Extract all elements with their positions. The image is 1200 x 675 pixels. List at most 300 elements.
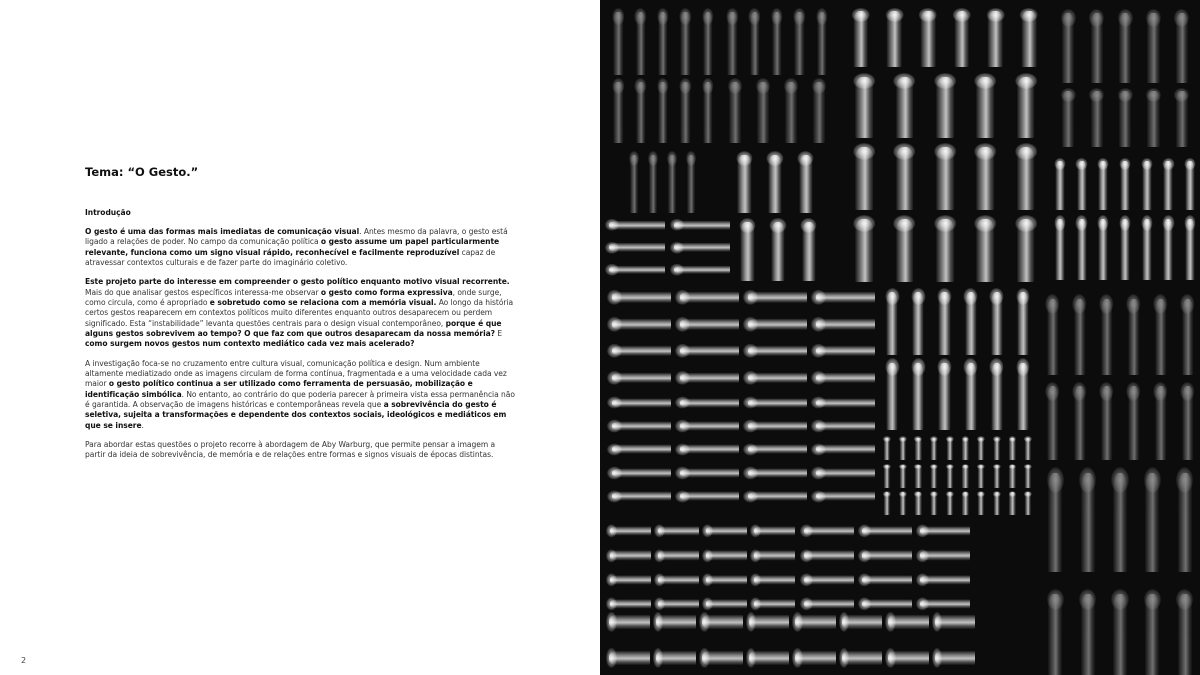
hand-gesture-photo <box>931 605 976 639</box>
arm-silhouette-icon <box>1101 386 1113 460</box>
text: . Antes mesmo da palavra, o gesto está ligado a relações de poder. No campo da comunicação política <box>85 226 508 247</box>
arm-silhouette-icon <box>741 222 754 281</box>
hand-gesture-photo <box>912 5 944 67</box>
arm-silhouette-icon <box>962 492 968 515</box>
hand-gesture-photo <box>789 5 809 75</box>
arm-silhouette-icon <box>842 615 882 629</box>
arm-silhouette-icon <box>748 372 807 382</box>
arm-silhouette-icon <box>674 243 730 252</box>
photo-group <box>1055 5 1195 83</box>
arm-silhouette-icon <box>884 438 890 461</box>
arm-silhouette-icon <box>795 615 835 629</box>
arm-silhouette-icon <box>947 438 953 461</box>
photo-group <box>1040 585 1200 675</box>
arm-silhouette-icon <box>899 492 905 515</box>
hand-gesture-photo <box>741 365 807 390</box>
hand-gesture-photo <box>927 435 941 460</box>
hand-gesture-photo <box>838 605 883 639</box>
text: . <box>141 420 144 430</box>
hand-gesture-photo <box>605 544 651 566</box>
hand-gesture-photo <box>1169 85 1195 147</box>
hand-gesture-photo <box>603 215 665 235</box>
hand-gesture-photo <box>625 148 642 213</box>
bold-text: porque é que alguns gestos sobrevivem ao tempo? O que faz com que outros desaparecam da nossa memória? <box>85 318 502 338</box>
arm-silhouette-icon <box>935 615 975 629</box>
hand-gesture-photo <box>1072 155 1092 210</box>
hand-gesture-photo <box>675 5 695 75</box>
photo-group <box>1040 290 1200 375</box>
arm-silhouette-icon <box>915 492 921 515</box>
hand-gesture-photo <box>974 462 988 487</box>
hand-gesture-photo <box>926 140 964 210</box>
arm-silhouette-icon <box>738 155 751 214</box>
bold-text: e sobretudo como se relaciona com a memória visual. <box>209 297 437 307</box>
arm-silhouette-icon <box>1062 91 1074 147</box>
arm-silhouette-icon <box>703 82 712 143</box>
text: Para abordar estas questões o projeto recorre à abordagem de Aby Warburg, que permite pensar a imagem a partir da ideia de sobrevivência, de memória e de relações entre formas e signos visuais de épocas distintas. <box>85 440 496 460</box>
photo-group <box>722 75 832 143</box>
arm-silhouette-icon <box>658 551 699 560</box>
hand-gesture-photo <box>741 486 807 507</box>
arm-silhouette-icon <box>636 12 645 75</box>
paragraph <box>85 227 517 268</box>
arm-silhouette-icon <box>888 615 928 629</box>
arm-silhouette-icon <box>977 147 995 210</box>
hand-gesture-photo <box>1040 585 1070 675</box>
hand-gesture-photo <box>749 569 795 591</box>
hand-gesture-photo <box>1072 212 1092 280</box>
arm-silhouette-icon <box>855 77 873 138</box>
photo-group <box>605 285 875 390</box>
arm-silhouette-icon <box>772 12 781 75</box>
arm-silhouette-icon <box>610 526 651 535</box>
arm-silhouette-icon <box>994 492 1000 515</box>
arm-silhouette-icon <box>674 266 730 275</box>
arm-silhouette-icon <box>680 468 739 477</box>
arm-silhouette-icon <box>680 422 739 431</box>
arm-silhouette-icon <box>994 438 1000 461</box>
arm-silhouette-icon <box>978 465 984 488</box>
arm-silhouette-icon <box>795 12 804 75</box>
arm-silhouette-icon <box>1164 219 1173 280</box>
hand-gesture-photo <box>812 5 832 75</box>
hand-gesture-photo <box>845 5 877 67</box>
hand-gesture-photo <box>1175 290 1200 375</box>
arm-silhouette-icon <box>816 468 875 477</box>
hand-gesture-photo <box>668 260 730 280</box>
arm-silhouette-icon <box>680 292 739 302</box>
arm-silhouette-icon <box>1101 299 1113 376</box>
arm-silhouette-icon <box>1155 386 1167 460</box>
arm-silhouette-icon <box>994 465 1000 488</box>
hand-gesture-photo <box>1006 490 1020 515</box>
arm-silhouette-icon <box>754 526 795 535</box>
hand-gesture-photo <box>1137 155 1157 210</box>
hand-gesture-photo <box>741 392 807 413</box>
hand-gesture-photo <box>605 439 671 460</box>
hand-gesture-photo <box>608 75 628 143</box>
arm-silhouette-icon <box>612 422 671 431</box>
hand-gesture-photo <box>856 544 912 566</box>
hand-gesture-photo <box>778 75 804 143</box>
hand-gesture-photo <box>974 435 988 460</box>
arm-silhouette-icon <box>1022 11 1037 67</box>
arm-silhouette-icon <box>1009 438 1015 461</box>
hand-gesture-photo <box>653 75 673 143</box>
hand-gesture-photo <box>605 462 671 483</box>
hand-gesture-photo <box>664 148 681 213</box>
arm-silhouette-icon <box>977 219 995 282</box>
arm-silhouette-icon <box>609 615 649 629</box>
bold-text: a sobrevivência do gesto é seletiva, sujeita a transformações e dependente dos contextos sociais, ideológicos e mediáticos em que se insere <box>85 400 507 430</box>
hand-gesture-photo <box>761 148 790 213</box>
arm-silhouette-icon <box>1047 299 1059 376</box>
text: capaz de atravessar contextos culturais e de fazer parte do imaginário coletivo. <box>85 247 496 267</box>
arm-silhouette-icon <box>1009 492 1015 515</box>
arm-silhouette-icon <box>768 155 781 214</box>
section-heading: Introdução <box>85 208 131 217</box>
hand-gesture-photo <box>1055 5 1081 83</box>
arm-silhouette-icon <box>936 147 954 210</box>
hand-gesture-photo <box>809 339 875 364</box>
arm-silhouette-icon <box>1176 91 1188 147</box>
text: Ao longo da história certos gestos reaparecem em contextos políticos muito diferentes enquanto outros desaparecem ou perdem significado. Esta “instabilidade” levanta questões centrais para o design visual contemporâneo, <box>85 297 514 328</box>
photo-group <box>845 212 1045 282</box>
arm-silhouette-icon <box>1120 219 1129 280</box>
hand-gesture-photo <box>906 285 930 355</box>
hand-gesture-photo <box>1148 290 1173 375</box>
arm-silhouette-icon <box>947 492 953 515</box>
hand-gesture-photo <box>1093 212 1113 280</box>
arm-silhouette-icon <box>610 551 651 560</box>
arm-silhouette-icon <box>978 492 984 515</box>
hand-gesture-photo <box>1121 378 1146 460</box>
hand-gesture-photo <box>932 355 956 430</box>
hand-gesture-photo <box>966 212 1004 282</box>
hand-gesture-photo <box>653 520 699 542</box>
arm-silhouette-icon <box>988 11 1003 67</box>
arm-silhouette-icon <box>748 445 807 454</box>
hand-gesture-photo <box>1007 140 1045 210</box>
hand-gesture-photo <box>943 462 957 487</box>
arm-silhouette-icon <box>862 575 912 584</box>
hand-gesture-photo <box>1040 378 1065 460</box>
hand-gesture-photo <box>733 215 762 281</box>
hand-gesture-photo <box>605 605 650 639</box>
arm-silhouette-icon <box>729 82 741 143</box>
hand-gesture-photo <box>1006 435 1020 460</box>
arm-silhouette-icon <box>1017 292 1028 355</box>
arm-silhouette-icon <box>799 155 812 214</box>
hand-gesture-photo <box>673 392 739 413</box>
text: Mais do que analisar gestos específicos interessa-me observar <box>85 287 321 297</box>
hand-gesture-photo <box>896 462 910 487</box>
hand-gesture-photo <box>741 285 807 310</box>
hand-gesture-photo <box>698 605 743 639</box>
arm-silhouette-icon <box>1025 492 1031 515</box>
arm-silhouette-icon <box>612 319 671 329</box>
arm-silhouette-icon <box>609 243 665 252</box>
arm-silhouette-icon <box>749 615 789 629</box>
arm-silhouette-icon <box>855 219 873 282</box>
hand-gesture-photo <box>1121 290 1146 375</box>
hand-gesture-photo <box>701 520 747 542</box>
arm-silhouette-icon <box>614 82 623 143</box>
hand-gesture-photo <box>722 75 748 143</box>
hand-gesture-photo <box>750 75 776 143</box>
arm-silhouette-icon <box>687 155 695 214</box>
hand-gesture-photo <box>845 70 883 138</box>
page-title: Tema: “O Gesto.” <box>85 165 199 179</box>
arm-silhouette-icon <box>680 372 739 382</box>
hand-gesture-photo <box>990 490 1004 515</box>
hand-gesture-photo <box>958 435 972 460</box>
arm-silhouette-icon <box>939 363 950 431</box>
hand-gesture-photo <box>605 641 650 675</box>
arm-silhouette-icon <box>706 551 747 560</box>
photo-group <box>1040 378 1200 460</box>
arm-silhouette-icon <box>680 346 739 356</box>
arm-silhouette-icon <box>703 12 712 75</box>
hand-gesture-photo <box>652 641 697 675</box>
bold-text: o gesto assume um papel particularmente relevante, funciona como um signo visual rápido, reconhecível e facilmente reproduzível <box>85 237 500 257</box>
photo-group <box>1055 85 1195 147</box>
arm-silhouette-icon <box>1055 161 1064 211</box>
photo-group <box>733 215 823 281</box>
hand-gesture-photo <box>673 415 739 436</box>
hand-gesture-photo <box>809 439 875 460</box>
hand-gesture-photo <box>880 355 904 430</box>
arm-silhouette-icon <box>610 575 651 584</box>
hand-gesture-photo <box>744 5 764 75</box>
photo-group <box>722 5 832 75</box>
hand-gesture-photo <box>1148 378 1173 460</box>
arm-silhouette-icon <box>658 12 667 75</box>
photo-group <box>605 520 795 615</box>
photo-group <box>603 215 665 280</box>
hand-gesture-photo <box>1105 585 1135 675</box>
hand-gesture-photo <box>1083 85 1109 147</box>
arm-silhouette-icon <box>1074 386 1086 460</box>
arm-silhouette-icon <box>706 526 747 535</box>
hand-gesture-photo <box>1050 155 1070 210</box>
photo-group <box>845 5 1045 67</box>
photo-group <box>880 435 1035 515</box>
arm-silhouette-icon <box>1099 161 1108 211</box>
hand-gesture-photo <box>673 486 739 507</box>
arm-silhouette-icon <box>649 155 657 214</box>
arm-silhouette-icon <box>757 82 769 143</box>
hand-gesture-photo <box>809 312 875 337</box>
arm-silhouette-icon <box>965 363 976 431</box>
arm-silhouette-icon <box>748 492 807 501</box>
arm-silhouette-icon <box>680 492 739 501</box>
arm-silhouette-icon <box>748 422 807 431</box>
hand-gesture-photo <box>675 75 695 143</box>
text: A investigação foca-se no cruzamento entre cultura visual, comunicação política e design. Num ambiente altamente mediatizado onde as imagens circulam de forma contínua, fragmentada e a uma velocidade cada vez maior <box>85 358 507 389</box>
arm-silhouette-icon <box>887 11 902 67</box>
arm-silhouette-icon <box>1145 594 1159 675</box>
hand-gesture-photo <box>1140 85 1166 147</box>
arm-silhouette-icon <box>804 551 854 560</box>
hand-gesture-photo <box>1067 290 1092 375</box>
arm-silhouette-icon <box>1017 219 1035 282</box>
hand-gesture-photo <box>603 260 665 280</box>
hand-gesture-photo <box>880 285 904 355</box>
text: E <box>494 328 503 338</box>
bold-text: o gesto político continua a ser utilizado como ferramenta de persuasão, mobilização e identificação simbólica <box>85 379 473 399</box>
hand-gesture-photo <box>741 415 807 436</box>
hand-gesture-photo <box>630 75 650 143</box>
arm-silhouette-icon <box>817 12 826 75</box>
hand-gesture-photo <box>1011 355 1035 430</box>
hand-gesture-photo <box>764 215 793 281</box>
hand-gesture-photo <box>698 641 743 675</box>
arm-silhouette-icon <box>1074 299 1086 376</box>
arm-silhouette-icon <box>1025 438 1031 461</box>
photo-group <box>845 70 1045 138</box>
hand-gesture-photo <box>880 435 894 460</box>
arm-silhouette-icon <box>899 465 905 488</box>
arm-silhouette-icon <box>931 492 937 515</box>
arm-silhouette-icon <box>1147 91 1159 147</box>
hand-gesture-photo <box>1105 462 1135 572</box>
introduction-section <box>85 208 517 470</box>
arm-silhouette-icon <box>804 526 854 535</box>
photo-group <box>880 355 1035 430</box>
arm-silhouette-icon <box>1128 299 1140 376</box>
hand-gesture-photo <box>1021 435 1035 460</box>
hand-gesture-photo <box>884 641 929 675</box>
hand-gesture-photo <box>1007 212 1045 282</box>
hand-gesture-photo <box>745 641 790 675</box>
arm-silhouette-icon <box>915 465 921 488</box>
arm-silhouette-icon <box>1176 13 1188 83</box>
arm-silhouette-icon <box>754 551 795 560</box>
arm-silhouette-icon <box>668 155 676 214</box>
hand-gesture-photo <box>1175 378 1200 460</box>
arm-silhouette-icon <box>612 398 671 407</box>
arm-silhouette-icon <box>1077 219 1086 280</box>
hand-gesture-photo <box>1170 462 1200 572</box>
hand-gesture-photo <box>896 435 910 460</box>
hand-gesture-photo <box>798 544 854 566</box>
arm-silhouette-icon <box>1119 91 1131 147</box>
hand-gesture-photo <box>1140 5 1166 83</box>
arm-silhouette-icon <box>748 319 807 329</box>
arm-silhouette-icon <box>931 438 937 461</box>
bold-text: como surgem novos gestos num contexto mediático cada vez mais acelerado? <box>85 339 415 349</box>
hand-gesture-photo <box>1050 212 1070 280</box>
arm-silhouette-icon <box>1178 473 1192 572</box>
arm-silhouette-icon <box>813 82 825 143</box>
arm-silhouette-icon <box>1077 161 1086 211</box>
hand-gesture-photo <box>1115 155 1135 210</box>
hand-gesture-photo <box>884 605 929 639</box>
hand-gesture-photo <box>1115 212 1135 280</box>
hand-gesture-photo <box>1169 5 1195 83</box>
photo-group <box>798 520 970 615</box>
hand-gesture-photo <box>798 569 854 591</box>
hand-gesture-photo <box>927 490 941 515</box>
page-number: 2 <box>21 656 27 665</box>
arm-silhouette-icon <box>1055 219 1064 280</box>
arm-silhouette-icon <box>1155 299 1167 376</box>
hand-gesture-photo <box>1159 155 1179 210</box>
hand-gesture-photo <box>791 148 820 213</box>
arm-silhouette-icon <box>749 651 789 665</box>
arm-silhouette-icon <box>612 346 671 356</box>
arm-silhouette-icon <box>612 492 671 501</box>
photo-group <box>730 148 820 213</box>
arm-silhouette-icon <box>816 422 875 431</box>
hand-gesture-photo <box>673 312 739 337</box>
hand-gesture-photo <box>767 5 787 75</box>
hand-gesture-photo <box>911 462 925 487</box>
arm-silhouette-icon <box>1113 473 1127 572</box>
arm-silhouette-icon <box>978 438 984 461</box>
gesture-photo-collage <box>600 0 1200 675</box>
bold-text: O gesto é uma das formas mais imediatas de comunicação visual <box>85 226 360 236</box>
arm-silhouette-icon <box>965 292 976 355</box>
arm-silhouette-icon <box>913 292 924 355</box>
hand-gesture-photo <box>741 462 807 483</box>
arm-silhouette-icon <box>1009 465 1015 488</box>
hand-gesture-photo <box>1170 585 1200 675</box>
hand-gesture-photo <box>845 140 883 210</box>
arm-silhouette-icon <box>702 651 742 665</box>
hand-gesture-photo <box>1093 155 1113 210</box>
arm-silhouette-icon <box>674 221 730 230</box>
hand-gesture-photo <box>605 569 651 591</box>
hand-gesture-photo <box>653 5 673 75</box>
hand-gesture-photo <box>749 520 795 542</box>
hand-gesture-photo <box>1083 5 1109 83</box>
arm-silhouette-icon <box>962 438 968 461</box>
arm-silhouette-icon <box>658 82 667 143</box>
arm-silhouette-icon <box>842 651 882 665</box>
hand-gesture-photo <box>974 490 988 515</box>
arm-silhouette-icon <box>681 82 690 143</box>
paragraph <box>85 359 517 431</box>
arm-silhouette-icon <box>612 445 671 454</box>
hand-gesture-photo <box>809 365 875 390</box>
arm-silhouette-icon <box>1182 299 1194 376</box>
hand-gesture-photo <box>879 5 911 67</box>
arm-silhouette-icon <box>855 147 873 210</box>
arm-silhouette-icon <box>854 11 869 67</box>
arm-silhouette-icon <box>1145 473 1159 572</box>
hand-gesture-photo <box>990 435 1004 460</box>
arm-silhouette-icon <box>1047 386 1059 460</box>
arm-silhouette-icon <box>920 575 970 584</box>
arm-silhouette-icon <box>1147 13 1159 83</box>
hand-gesture-photo <box>809 392 875 413</box>
hand-gesture-photo <box>605 312 671 337</box>
arm-silhouette-icon <box>896 147 914 210</box>
hand-gesture-photo <box>668 237 730 257</box>
text: . No entanto, ao contrário do que poderia parecer à primeira vista essa permanência não é garantida. A observação de imagens históricas e contemporâneas revela que <box>85 389 515 409</box>
hand-gesture-photo <box>966 70 1004 138</box>
arm-silhouette-icon <box>612 372 671 382</box>
arm-silhouette-icon <box>630 155 638 214</box>
hand-gesture-photo <box>1055 85 1081 147</box>
hand-gesture-photo <box>1072 585 1102 675</box>
arm-silhouette-icon <box>1062 13 1074 83</box>
hand-gesture-photo <box>914 544 970 566</box>
arm-silhouette-icon <box>612 468 671 477</box>
arm-silhouette-icon <box>920 526 970 535</box>
